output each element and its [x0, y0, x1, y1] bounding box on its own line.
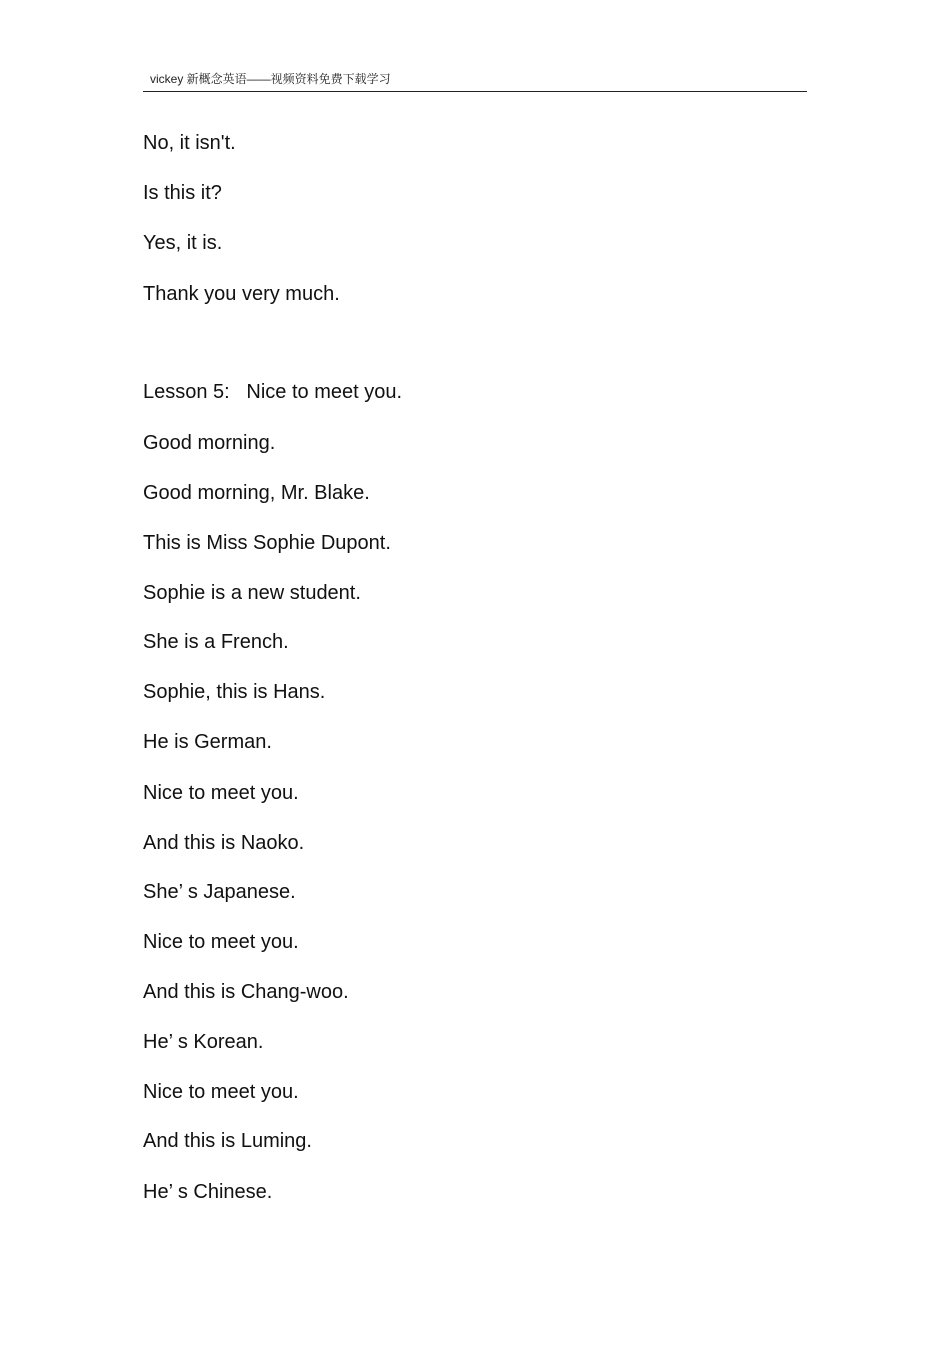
text-line: She’ s Japanese. [143, 881, 296, 903]
text-line: Sophie is a new student. [143, 582, 361, 604]
lesson-title: Lesson 5: Nice to meet you. [143, 381, 403, 403]
text-line: Good morning, Mr. Blake. [143, 482, 370, 504]
text-line: This is Miss Sophie Dupont. [143, 532, 391, 554]
text-line: Good morning. [143, 432, 276, 454]
text-line: And this is Luming. [143, 1130, 312, 1152]
text-line: And this is Chang-woo. [143, 981, 349, 1003]
header-text: vickey 新概念英语——视频资料免费下载学习 [150, 72, 391, 86]
text-line: He’ s Chinese. [143, 1181, 273, 1203]
page-header [143, 70, 807, 92]
text-line: Thank you very much. [143, 283, 340, 305]
text-line: Is this it? [143, 182, 222, 204]
text-line: He’ s Korean. [143, 1031, 264, 1053]
text-line: He is German. [143, 731, 272, 753]
text-line: No, it isn't. [143, 132, 236, 154]
text-line: Nice to meet you. [143, 782, 299, 804]
text-line: And this is Naoko. [143, 832, 305, 854]
text-line: She is a French. [143, 631, 289, 653]
text-line: Sophie, this is Hans. [143, 681, 326, 703]
text-line: Nice to meet you. [143, 931, 299, 953]
text-line: Nice to meet you. [143, 1081, 299, 1103]
text-line: Yes, it is. [143, 232, 223, 254]
